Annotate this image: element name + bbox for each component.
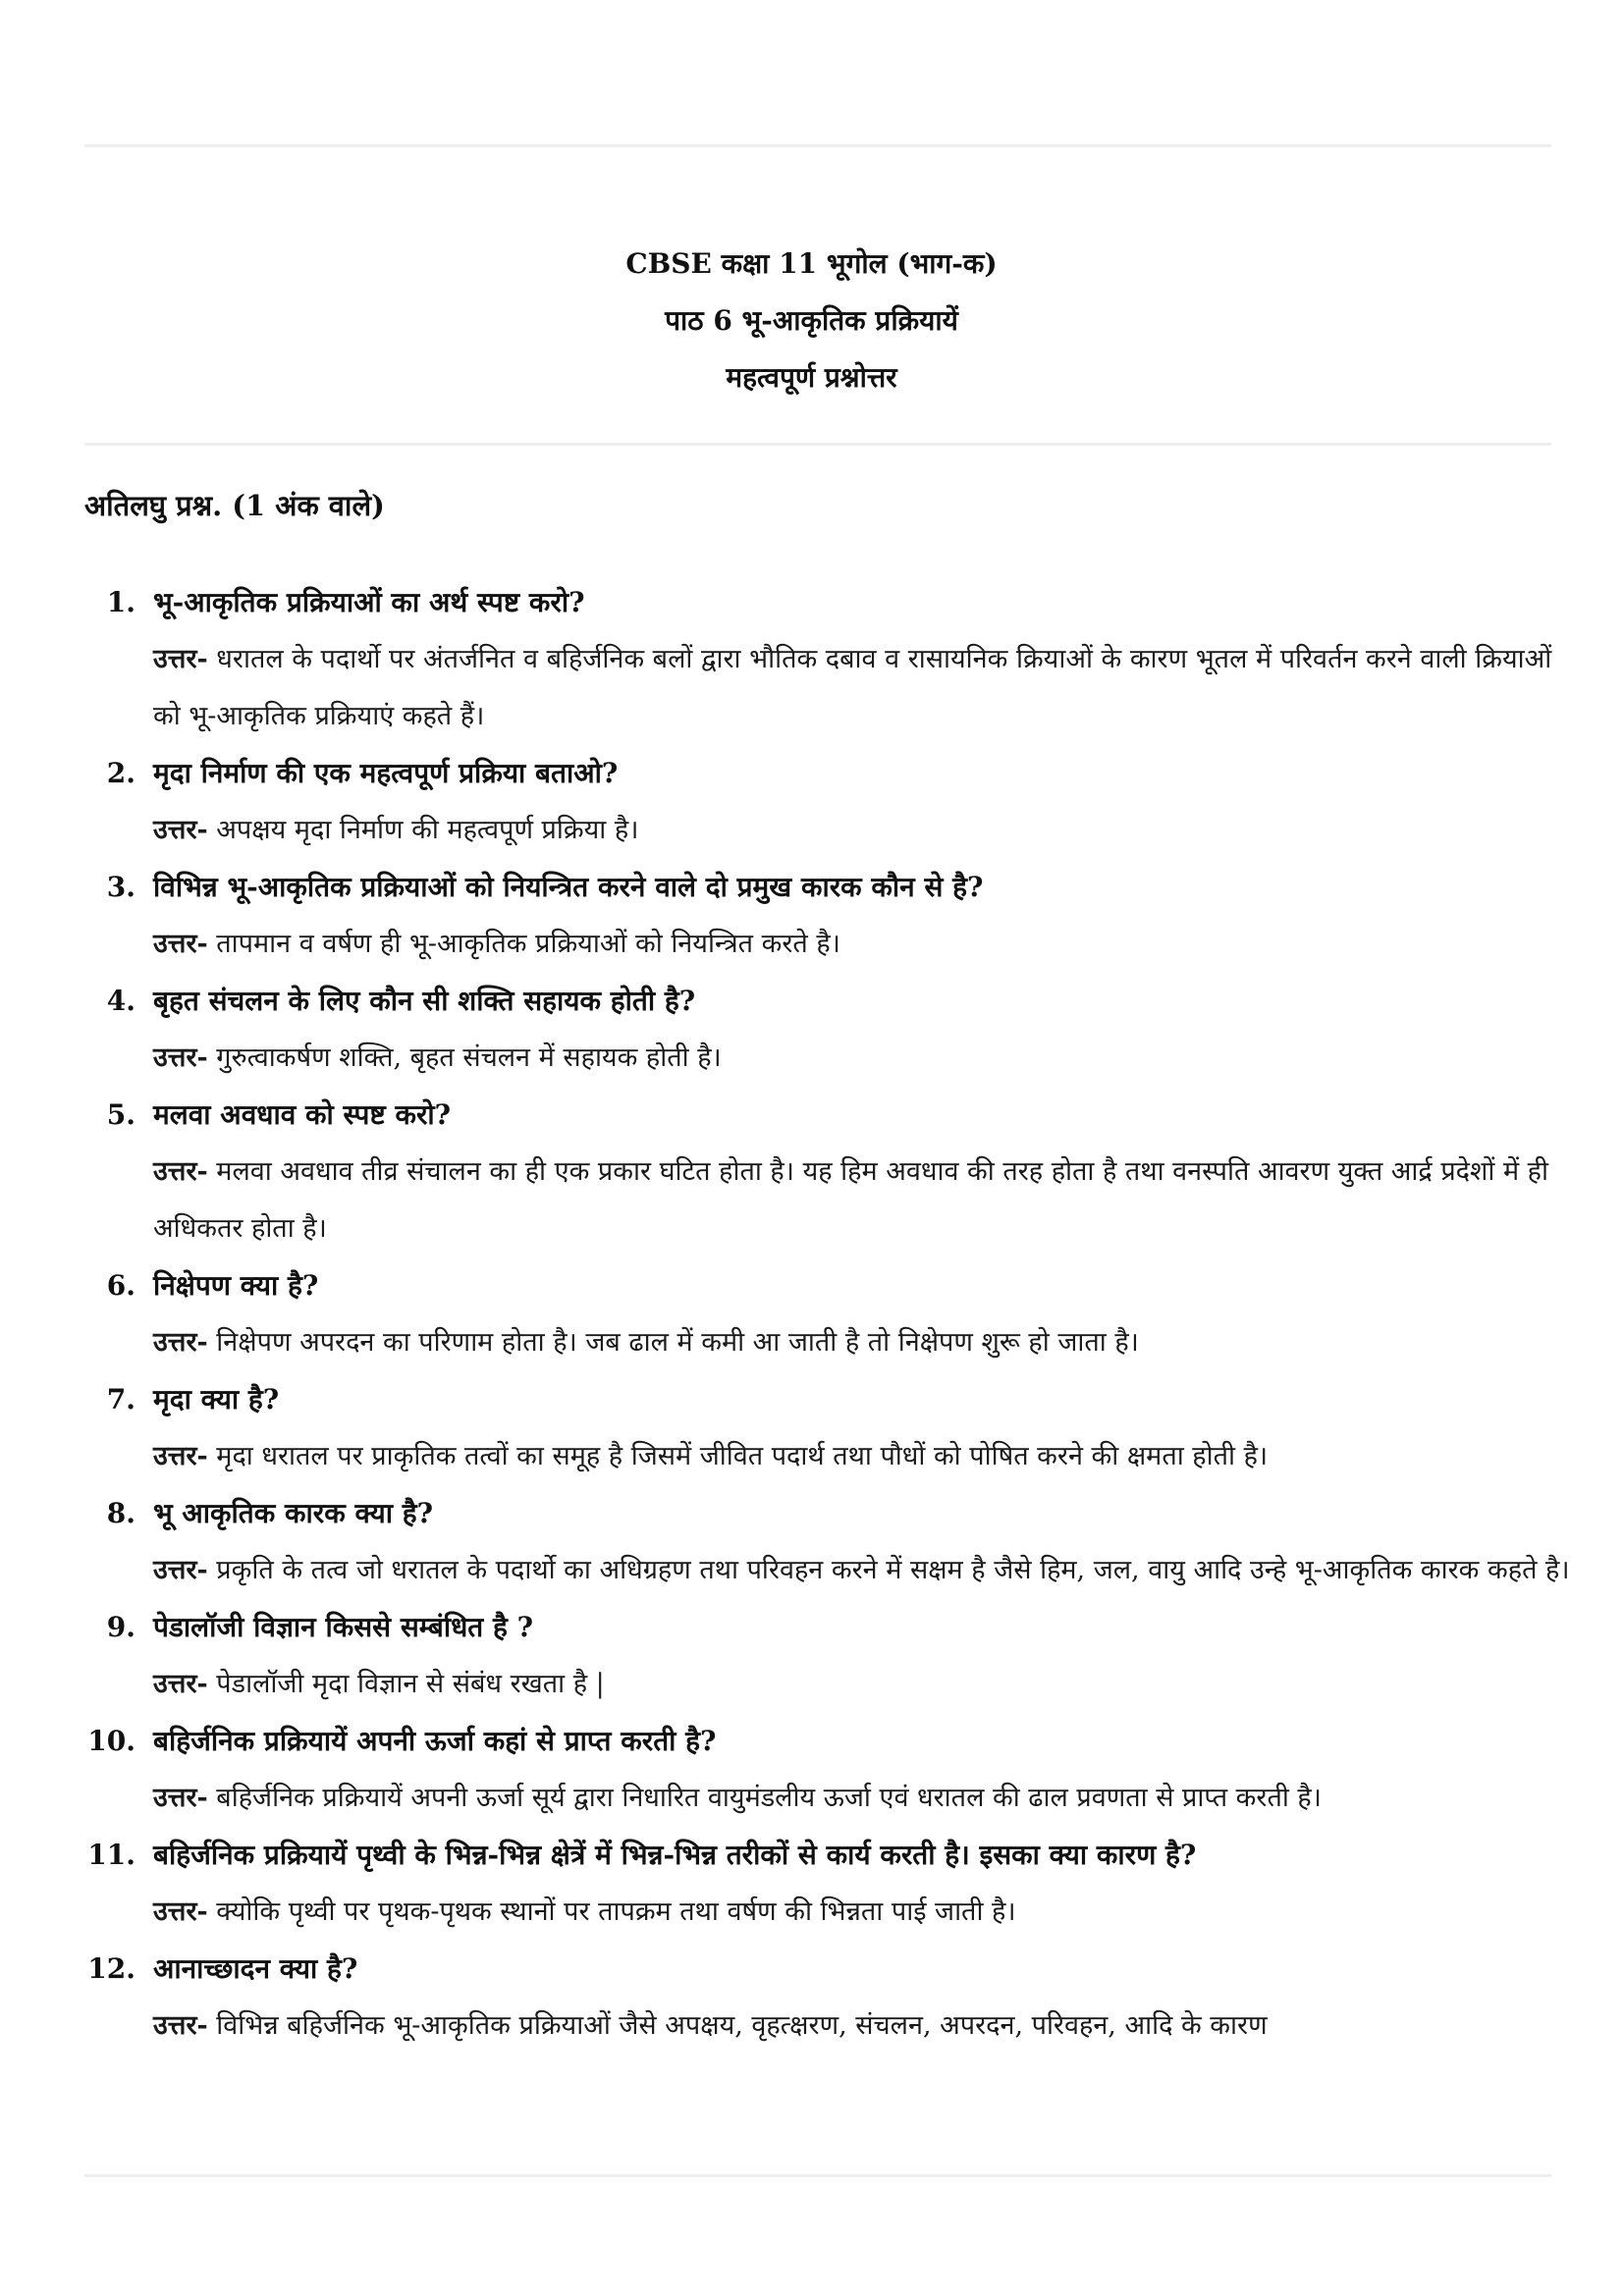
question bbox=[59, 859, 1571, 916]
question-text: भू-आकृतिक प्रक्रियाओं का अर्थ स्पष्ट करो? bbox=[153, 586, 585, 618]
question bbox=[59, 1087, 1571, 1144]
question-text: मृदा निर्माण की एक महत्वपूर्ण प्रक्रिया बताओ? bbox=[153, 757, 619, 789]
qa-item bbox=[59, 745, 1571, 859]
answer-label: उत्तर- bbox=[153, 2010, 208, 2041]
answer-text: मृदा धरातल पर प्राकृतिक तत्वों का समूह है जिसमें जीवित पदार्थ तथा पौधों को पोषित करने की क्षमता होती है। bbox=[216, 1441, 1269, 1471]
answer bbox=[153, 1030, 1571, 1087]
question-text: विभिन्न भू-आकृतिक प्रक्रियाओं को नियन्त्रित करने वाले दो प्रमुख कारक कौन से है? bbox=[153, 871, 984, 903]
answer-text: विभिन्न बहिर्जनिक भू-आकृतिक प्रक्रियाओं जैसे अपक्षय, वृहत्क्षरण, संचलन, अपरदन, परिवहन, आदि के कारण bbox=[216, 2010, 1268, 2041]
top-divider bbox=[84, 144, 1551, 147]
question-text: बृहत संचलन के लिए कौन सी शक्ति सहायक होती है? bbox=[153, 985, 696, 1017]
answer-text: प्रकृति के तत्व जो धरातल के पदार्थो का अधिग्रहण तथा परिवहन करने में सक्षम है जैसे हिम, जल, वायु आदि उन्हे भू-आकृतिक कारक कहते है। bbox=[216, 1555, 1570, 1585]
qa-item bbox=[59, 859, 1571, 973]
answer-label: उत्तर- bbox=[153, 1327, 208, 1358]
answer-label: उत्तर- bbox=[153, 644, 208, 674]
question-text: पेडालॉजी विज्ञान किससे सम्बंधित है ? bbox=[153, 1611, 534, 1643]
question-number: 12. bbox=[87, 1952, 135, 1985]
question bbox=[59, 1257, 1571, 1314]
answer bbox=[153, 802, 1571, 859]
question-number: 5. bbox=[106, 1098, 135, 1131]
question-number: 8. bbox=[106, 1497, 135, 1529]
answer bbox=[153, 1428, 1571, 1485]
answer bbox=[153, 1998, 1571, 2055]
question-number: 9. bbox=[106, 1611, 135, 1643]
answer-text: क्योकि पृथ्वी पर पृथक-पृथक स्थानों पर तापक्रम तथा वर्षण की भिन्नता पाई जाती है। bbox=[216, 1896, 1016, 1927]
question bbox=[59, 745, 1571, 802]
answer bbox=[153, 1656, 1571, 1713]
question-number: 4. bbox=[106, 985, 135, 1017]
question-text: मृदा क्या है? bbox=[153, 1383, 280, 1415]
question bbox=[59, 1599, 1571, 1656]
answer bbox=[153, 1314, 1571, 1371]
answer-label: उत्तर- bbox=[153, 1669, 208, 1699]
answer-label: उत्तर- bbox=[153, 1896, 208, 1927]
answer-text: निक्षेपण अपरदन का परिणाम होता है। जब ढाल में कमी आ जाती है तो निक्षेपण शुरू हो जाता है। bbox=[216, 1327, 1139, 1358]
header-subtitle: महत्वपूर्ण प्रश्नोत्तर bbox=[726, 361, 897, 394]
answer-text: अपक्षय मृदा निर्माण की महत्वपूर्ण प्रक्रिया है। bbox=[216, 815, 639, 845]
question-number: 2. bbox=[106, 757, 135, 789]
answer-label: उत्तर- bbox=[153, 1783, 208, 1813]
question bbox=[59, 1371, 1571, 1428]
answer bbox=[153, 1884, 1571, 1941]
answer bbox=[153, 631, 1571, 745]
qa-item bbox=[59, 1599, 1571, 1713]
question-text: बहिर्जनिक प्रक्रियायें पृथ्वी के भिन्न-भिन्न क्षेत्रें में भिन्न-भिन्न तरीकों से कार्य करती है। इसका क्या कारण है? bbox=[153, 1839, 1197, 1871]
answer-label: उत्तर- bbox=[153, 815, 208, 845]
answer-text: धरातल के पदार्थो पर अंतर्जनित व बहिर्जनिक बलों द्वारा भौतिक दबाव व रासायनिक क्रियाओं के कारण भूतल में परिवर्तन करने वाली क्रियाओं को भू-आकृतिक प्रक्रियाएं कहते हैं। bbox=[153, 644, 1552, 731]
answer-label: उत्तर- bbox=[153, 929, 208, 959]
answer-label: उत्तर- bbox=[153, 1042, 208, 1073]
qa-item bbox=[59, 1257, 1571, 1371]
bottom-divider bbox=[84, 2174, 1551, 2177]
answer-text: पेडालॉजी मृदा विज्ञान से संबंध रखता है | bbox=[216, 1669, 605, 1699]
question bbox=[59, 574, 1571, 631]
question-number: 7. bbox=[106, 1383, 135, 1415]
question-number: 3. bbox=[106, 871, 135, 903]
question-number: 11. bbox=[87, 1839, 135, 1871]
header-course-title: CBSE कक्षा 11 भूगोल (भाग-क) bbox=[625, 247, 998, 280]
qa-item bbox=[59, 1827, 1571, 1941]
qa-list bbox=[59, 574, 1571, 2055]
question-text: निक्षेपण क्या है? bbox=[153, 1269, 319, 1302]
question-number: 1. bbox=[106, 586, 135, 618]
question-text: मलवा अवधाव को स्पष्ट करो? bbox=[153, 1098, 452, 1131]
answer bbox=[153, 1770, 1571, 1827]
answer bbox=[153, 1542, 1571, 1599]
question-number: 6. bbox=[106, 1269, 135, 1302]
qa-item bbox=[59, 1087, 1571, 1257]
question bbox=[59, 1827, 1571, 1884]
question bbox=[59, 1941, 1571, 1998]
question-number: 10. bbox=[87, 1725, 135, 1757]
answer-label: उत्तर- bbox=[153, 1555, 208, 1585]
answer-label: उत्तर- bbox=[153, 1156, 208, 1187]
qa-item bbox=[59, 1713, 1571, 1827]
question bbox=[59, 1713, 1571, 1770]
question-text: बहिर्जनिक प्रक्रियायें अपनी ऊर्जा कहां से प्राप्त करती है? bbox=[153, 1725, 717, 1757]
question bbox=[59, 973, 1571, 1030]
answer-text: बहिर्जनिक प्रक्रियायें अपनी ऊर्जा सूर्य द्वारा निधारित वायुमंडलीय ऊर्जा एवं धरातल की ढाल प्रवणता से प्राप्त करती है। bbox=[216, 1783, 1323, 1813]
answer-text: मलवा अवधाव तीव्र संचालन का ही एक प्रकार घटित होता है। यह हिम अवधाव की तरह होता है तथा वनस्पति आवरण युक्त आर्द्र प्रदेशों में ही अधिकतर होता है। bbox=[153, 1156, 1549, 1244]
answer bbox=[153, 916, 1571, 973]
answer-text: गुरुत्वाकर्षण शक्ति, बृहत संचलन में सहायक होती है। bbox=[216, 1042, 722, 1073]
document-header bbox=[0, 236, 1623, 406]
section-title: अतिलघु प्रश्न. (1 अंक वाले) bbox=[84, 489, 385, 522]
qa-item bbox=[59, 1371, 1571, 1485]
answer-label: उत्तर- bbox=[153, 1441, 208, 1471]
qa-item bbox=[59, 1941, 1571, 2055]
qa-item bbox=[59, 574, 1571, 745]
qa-item bbox=[59, 1485, 1571, 1599]
answer-text: तापमान व वर्षण ही भू-आकृतिक प्रक्रियाओं को नियन्त्रित करते है। bbox=[216, 929, 840, 959]
question-text: आनाच्छादन क्या है? bbox=[153, 1952, 358, 1985]
header-chapter-title: पाठ 6 भू-आकृतिक प्रक्रियायें bbox=[665, 304, 958, 337]
question bbox=[59, 1485, 1571, 1542]
header-divider bbox=[84, 443, 1551, 446]
qa-item bbox=[59, 973, 1571, 1087]
answer bbox=[153, 1144, 1571, 1257]
question-text: भू आकृतिक कारक क्या है? bbox=[153, 1497, 433, 1529]
